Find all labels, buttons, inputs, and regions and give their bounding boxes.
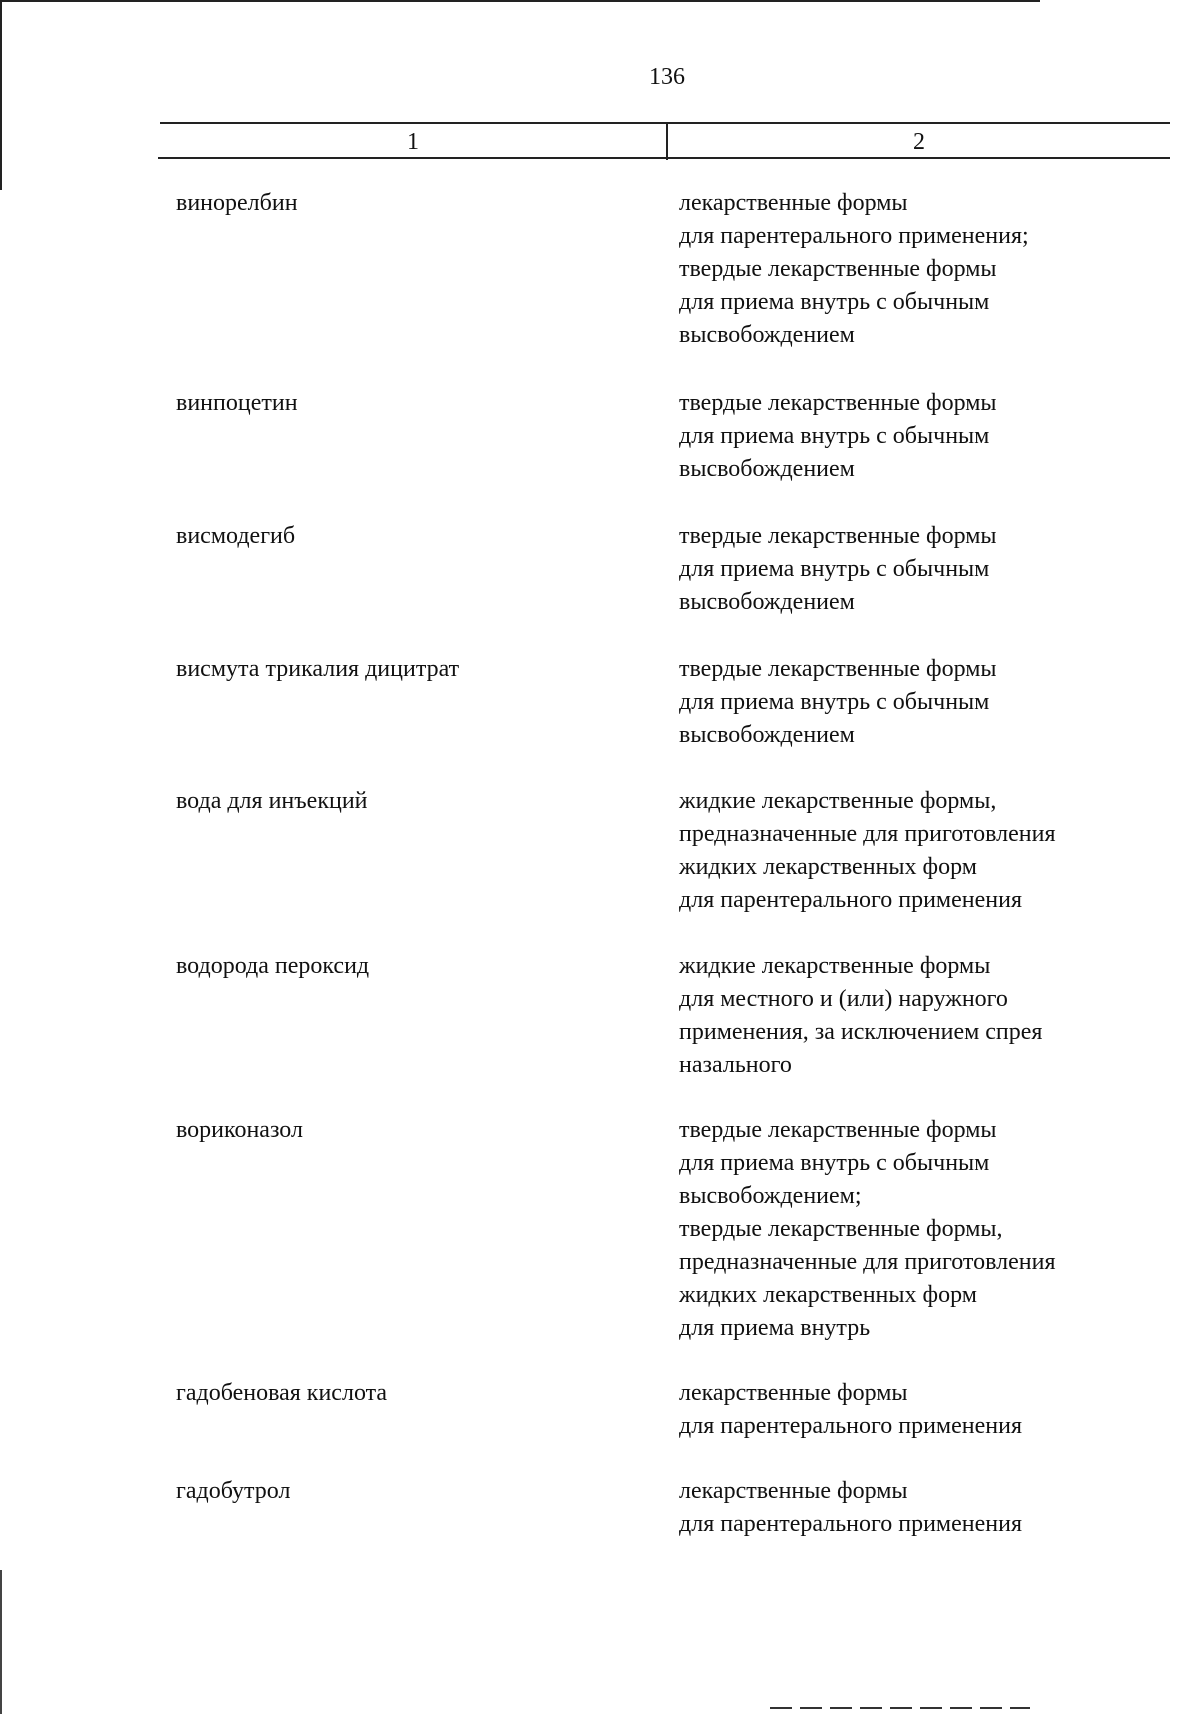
dosage-form-line: жидких лекарственных форм bbox=[679, 854, 977, 880]
dosage-form-line: высвобождением bbox=[679, 322, 855, 348]
dosage-form-line: для парентерального применения bbox=[679, 887, 1022, 913]
dosage-form-line: для приема внутрь с обычным bbox=[679, 556, 990, 582]
dosage-form-line: высвобождением bbox=[679, 456, 855, 482]
dosage-form-line: для приема внутрь с обычным bbox=[679, 423, 990, 449]
dosage-forms bbox=[679, 1377, 1022, 1443]
dosage-form-line: жидкие лекарственные формы, bbox=[679, 788, 997, 814]
dosage-form-line: жидких лекарственных форм bbox=[679, 1282, 977, 1308]
dosage-form-line: для приема внутрь с обычным bbox=[679, 689, 990, 715]
dosage-forms bbox=[679, 950, 1042, 1082]
dosage-form-line: твердые лекарственные формы bbox=[679, 1117, 997, 1143]
dosage-form-line: твердые лекарственные формы bbox=[679, 256, 997, 282]
dosage-forms bbox=[679, 1114, 1055, 1345]
dosage-form-line: твердые лекарственные формы bbox=[679, 390, 997, 416]
drug-name: вода для инъекций bbox=[176, 788, 368, 814]
dosage-forms bbox=[679, 1475, 1022, 1541]
dosage-form-line: жидкие лекарственные формы bbox=[679, 953, 991, 979]
dosage-form-line: высвобождением bbox=[679, 722, 855, 748]
dosage-form-line: твердые лекарственные формы bbox=[679, 656, 997, 682]
dosage-forms bbox=[679, 187, 1029, 352]
scan-bottom-edge bbox=[770, 1707, 1030, 1709]
dosage-form-line: применения, за исключением спрея bbox=[679, 1019, 1043, 1045]
dosage-form-line: высвобождением; bbox=[679, 1183, 862, 1209]
drug-name: винорелбин bbox=[176, 190, 298, 216]
column-header-1: 1 bbox=[407, 129, 419, 155]
table-header-top-rule bbox=[160, 122, 1170, 124]
drug-name: вориконазол bbox=[176, 1117, 303, 1143]
dosage-form-line: высвобождением bbox=[679, 589, 855, 615]
dosage-form-line: предназначенные для приготовления bbox=[679, 821, 1056, 847]
dosage-form-line: для парентерального применения bbox=[679, 1413, 1022, 1439]
dosage-form-line: для приема внутрь bbox=[679, 1315, 871, 1341]
dosage-forms bbox=[679, 785, 1055, 917]
drug-name: висмодегиб bbox=[176, 523, 296, 549]
page-number: 136 bbox=[649, 64, 685, 90]
dosage-form-line: для приема внутрь с обычным bbox=[679, 289, 990, 315]
dosage-form-line: лекарственные формы bbox=[679, 190, 908, 216]
dosage-form-line: твердые лекарственные формы bbox=[679, 523, 997, 549]
dosage-forms bbox=[679, 387, 997, 486]
column-header-2: 2 bbox=[913, 129, 925, 155]
drug-name: висмута трикалия дицитрат bbox=[176, 656, 460, 682]
dosage-form-line: для парентерального применения bbox=[679, 1511, 1022, 1537]
dosage-form-line: предназначенные для приготовления bbox=[679, 1249, 1056, 1275]
dosage-form-line: лекарственные формы bbox=[679, 1478, 908, 1504]
drug-name: гадобеновая кислота bbox=[176, 1380, 388, 1406]
scan-top-edge bbox=[0, 0, 1040, 2]
drug-name: гадобутрол bbox=[176, 1478, 291, 1504]
dosage-forms bbox=[679, 653, 997, 752]
dosage-form-line: для парентерального применения; bbox=[679, 223, 1029, 249]
dosage-form-line: лекарственные формы bbox=[679, 1380, 908, 1406]
table-header-bottom-rule bbox=[158, 157, 1170, 159]
scan-left-edge bbox=[0, 0, 2, 190]
dosage-forms bbox=[679, 520, 997, 619]
scan-left-edge-lower bbox=[0, 1570, 2, 1714]
dosage-form-line: для местного и (или) наружного bbox=[679, 986, 1008, 1012]
dosage-form-line: назального bbox=[679, 1052, 792, 1078]
drug-name: водорода пероксид bbox=[176, 953, 370, 979]
dosage-form-line: для приема внутрь с обычным bbox=[679, 1150, 990, 1176]
drug-name: винпоцетин bbox=[176, 390, 298, 416]
dosage-form-line: твердые лекарственные формы, bbox=[679, 1216, 1003, 1242]
